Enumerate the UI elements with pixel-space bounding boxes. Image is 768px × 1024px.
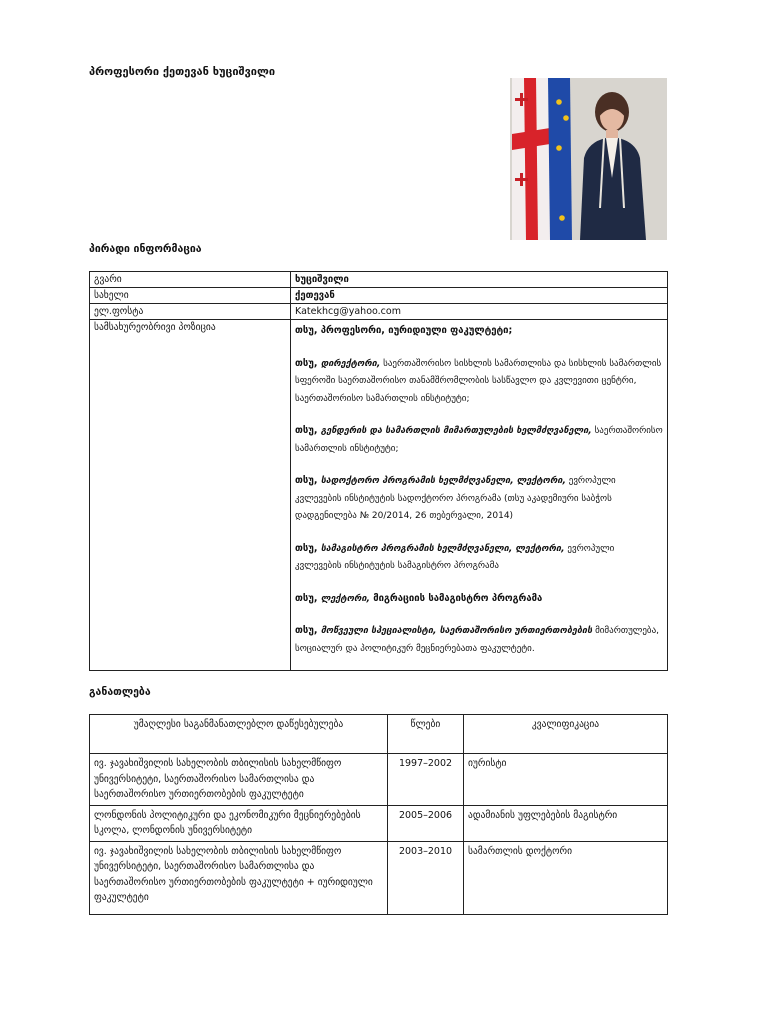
table-row <box>90 841 668 914</box>
years-cell: 2003–2010 <box>388 841 464 914</box>
position-entry: თსუ, დირექტორი, საერთაშორისო სისხლის სამართლისა და სისხლის სამართლის სფეროში საერთაშორისო თანამშრომლობის სასწავლო და კვლევითი ცენტრი, საერთაშორისო სამართლის ინსტიტუტი; <box>295 357 662 404</box>
surname-value: ხუციშვილი <box>291 272 668 288</box>
personal-info-heading: პირადი ინფორმაცია <box>89 243 202 255</box>
table-row <box>90 272 668 288</box>
table-row <box>90 304 668 320</box>
table-header-row <box>90 715 668 754</box>
education-table <box>89 714 668 915</box>
institution-cell: ივ. ჯავახიშვილის სახელობის თბილისის სახელმწიფო უნივერსიტეტი, საერთაშორისო სამართლისა და საერთაშორისო ურთიერთობების ფაკულტეტი <box>90 754 388 806</box>
qualification-cell: სამართლის დოქტორი <box>464 841 668 914</box>
positions-cell <box>291 320 668 671</box>
table-row <box>90 754 668 806</box>
position-entry: თსუ, მოწვეული სპეციალისტი, საერთაშორისო ურთიერთობების მიმართულება, სოციალურ და პოლიტიკურ მეცნიერებათა ფაკულტეტი. <box>295 625 660 654</box>
qualification-cell: ადამიანის უფლებების მაგისტრი <box>464 805 668 841</box>
column-header: უმაღლესი საგანმანათლებლო დაწესებულება <box>90 715 388 754</box>
personal-info-table <box>89 271 668 671</box>
email-label: ელ.ფოსტა <box>90 304 291 320</box>
institution-cell: ივ. ჯავახიშვილის სახელობის თბილისის სახელმწიფო უნივერსიტეტი, საერთაშორისო სამართლისა და საერთაშორისო ურთიერთობების ფაკულტეტი + იურიდიული ფაკულტეტი <box>90 841 388 914</box>
firstname-label: სახელი <box>90 288 291 304</box>
table-row <box>90 320 668 671</box>
years-cell: 1997–2002 <box>388 754 464 806</box>
position-entry: თსუ, პროფესორი, იურიდიული ფაკულტეტი; <box>295 325 513 336</box>
years-cell: 2005–2006 <box>388 805 464 841</box>
table-row <box>90 805 668 841</box>
surname-label: გვარი <box>90 272 291 288</box>
position-label: სამსახურეობრივი პოზიცია <box>90 320 291 671</box>
position-entry: თსუ, ლექტორი, მიგრაციის სამაგისტრო პროგრამა <box>295 592 543 604</box>
firstname-value: ქეთევან <box>291 288 668 304</box>
position-entry: თსუ, გენდერის და სამართლის მიმართულების ხელმძღვანელი, საერთაშორისო სამართლის ინსტიტუტი; <box>295 425 663 454</box>
portrait-photo <box>510 78 667 240</box>
column-header: კვალიფიკაცია <box>464 715 668 754</box>
table-row <box>90 288 668 304</box>
portrait-image <box>510 78 667 240</box>
position-entry: თსუ, სამაგისტრო პროგრამის ხელმძღვანელი, ლექტორი, ევროპული კვლევების ინსტიტუტის სამაგისტრო პროგრამა <box>295 542 615 571</box>
column-header: წლები <box>388 715 464 754</box>
institution-cell: ლონდონის პოლიტიკური და ეკონომიკური მეცნიერებების სკოლა, ლონდონის უნივერსიტეტი <box>90 805 388 841</box>
position-entry: თსუ, სადოქტორო პროგრამის ხელმძღვანელი, ლექტორი, ევროპული კვლევების ინსტიტუტის სადოქტორო პროგრამა (თსუ აკადემიური საბჭოს დადგენილება № 20/2014, 26 თებერვალი, 2014) <box>295 475 616 521</box>
qualification-cell: იურისტი <box>464 754 668 806</box>
education-heading: განათლება <box>89 686 151 698</box>
page-title: პროფესორი ქეთევან ხუციშვილი <box>89 65 276 78</box>
email-value[interactable]: Katekhcg@yahoo.com <box>291 304 668 320</box>
